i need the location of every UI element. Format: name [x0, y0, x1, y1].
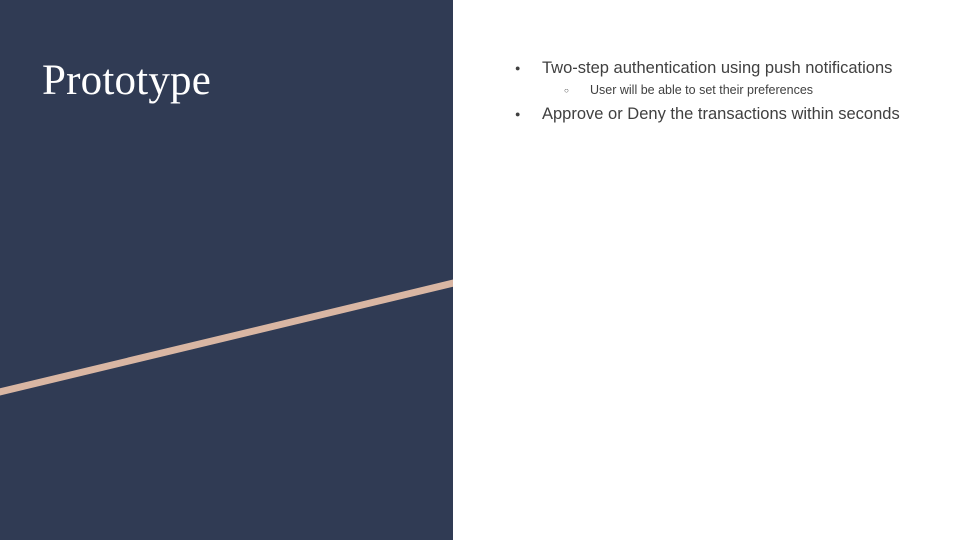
bullet-text: Approve or Deny the transactions within seconds: [542, 105, 900, 123]
list-item: [505, 102, 905, 126]
list-item: [505, 56, 905, 100]
title-panel: [0, 0, 453, 540]
diagonal-accent-line: [0, 267, 453, 405]
list-item: [542, 81, 905, 100]
sub-bullet-text: User will be able to set their preferences: [590, 83, 814, 97]
bullet-text: Two-step authentication using push notifications: [542, 59, 893, 77]
page-title: Prototype: [42, 57, 212, 104]
sub-bullet-list: [542, 81, 905, 100]
bullet-list: [505, 56, 905, 126]
content-panel: [453, 0, 960, 540]
